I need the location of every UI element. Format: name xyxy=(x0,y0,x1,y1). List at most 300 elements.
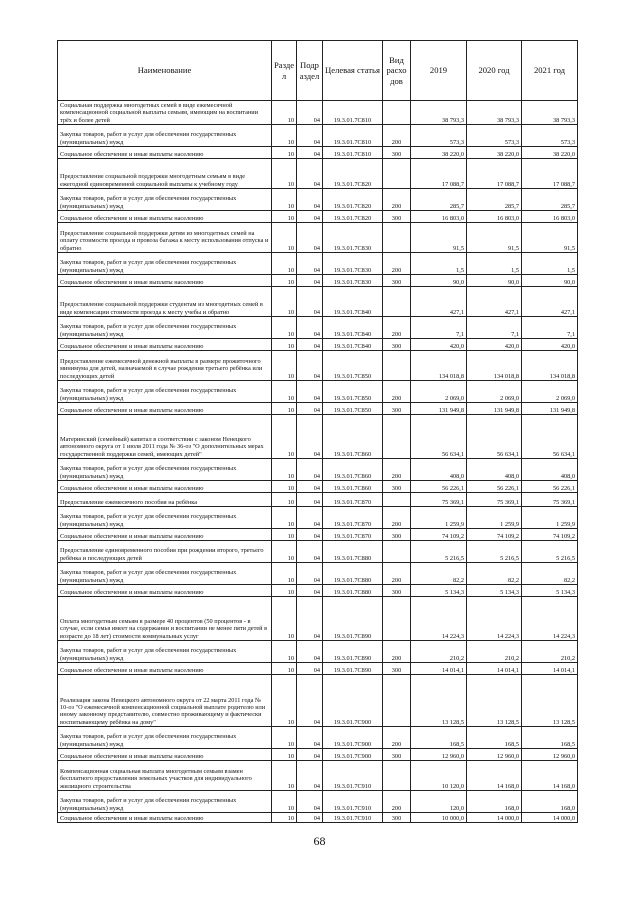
row-expense-type: 200 xyxy=(383,727,411,749)
row-expense-type: 200 xyxy=(383,641,411,663)
row-razdel: 10 xyxy=(272,189,297,211)
row-podrazdel: 04 xyxy=(297,317,323,339)
row-podrazdel: 04 xyxy=(297,253,323,275)
row-expense-type xyxy=(383,223,411,253)
row-target-article: 19.3.01.7С910 xyxy=(323,761,383,791)
row-expense-type xyxy=(383,493,411,507)
row-target-article: 19.3.01.7С860 xyxy=(323,415,383,459)
row-name: Закупка товаров, работ и услуг для обеспечения государственных (муниципальных) нужд xyxy=(58,125,272,147)
row-podrazdel: 04 xyxy=(297,459,323,481)
table-row xyxy=(58,459,578,481)
row-razdel: 10 xyxy=(272,597,297,641)
row-target-article: 19.3.01.7С910 xyxy=(323,813,383,823)
row-name: Оплата многодетным семьям в размере 40 процентов (50 процентов - в случае, если семья имеет на содержании и воспитании не менее пяти детей в возрасте до 18 лет) стоимости коммунальных услуг xyxy=(58,597,272,641)
table-row xyxy=(58,791,578,813)
row-expense-type: 300 xyxy=(383,211,411,223)
row-razdel: 10 xyxy=(272,507,297,529)
row-expense-type: 300 xyxy=(383,481,411,493)
row-name: Социальное обеспечение и иные выплаты населению xyxy=(58,403,272,415)
row-podrazdel: 04 xyxy=(297,585,323,597)
row-podrazdel: 04 xyxy=(297,101,323,125)
row-value-2021: 134 018,8 xyxy=(522,351,578,381)
row-expense-type: 300 xyxy=(383,403,411,415)
row-podrazdel: 04 xyxy=(297,381,323,403)
row-value-2021: 17 088,7 xyxy=(522,159,578,189)
header-razdel: Разде л xyxy=(272,41,297,101)
row-target-article: 19.3.01.7С890 xyxy=(323,597,383,641)
row-value-2020: 82,2 xyxy=(467,563,522,585)
row-value-2020: 5 134,3 xyxy=(467,585,522,597)
table-row xyxy=(58,403,578,415)
row-expense-type: 300 xyxy=(383,529,411,541)
row-razdel: 10 xyxy=(272,641,297,663)
row-value-2020: 17 088,7 xyxy=(467,159,522,189)
row-expense-type: 300 xyxy=(383,749,411,761)
table-row xyxy=(58,317,578,339)
row-target-article: 19.3.01.7С890 xyxy=(323,663,383,675)
table-row xyxy=(58,189,578,211)
row-name: Социальная поддержка многодетных семей в виде ежемесячной компенсационной социальной выплаты семьям, имеющим на воспитании трёх и более детей xyxy=(58,101,272,125)
row-expense-type xyxy=(383,101,411,125)
header-podrazdel: Подр аздел xyxy=(297,41,323,101)
row-value-2019: 7,1 xyxy=(411,317,467,339)
row-target-article: 19.3.01.7С850 xyxy=(323,381,383,403)
row-podrazdel: 04 xyxy=(297,641,323,663)
row-value-2020: 134 018,8 xyxy=(467,351,522,381)
row-podrazdel: 04 xyxy=(297,791,323,813)
row-razdel: 10 xyxy=(272,275,297,287)
row-podrazdel: 04 xyxy=(297,493,323,507)
row-razdel: 10 xyxy=(272,727,297,749)
row-target-article: 19.3.01.7С880 xyxy=(323,585,383,597)
row-value-2019: 5 216,5 xyxy=(411,541,467,563)
row-name: Закупка товаров, работ и услуг для обеспечения государственных (муниципальных) нужд xyxy=(58,791,272,813)
row-target-article: 19.3.01.7С880 xyxy=(323,541,383,563)
row-razdel: 10 xyxy=(272,459,297,481)
row-value-2021: 14 014,1 xyxy=(522,663,578,675)
row-name: Социальное обеспечение и иные выплаты населению xyxy=(58,147,272,159)
row-expense-type: 300 xyxy=(383,147,411,159)
row-value-2019: 427,1 xyxy=(411,287,467,317)
table-row xyxy=(58,727,578,749)
row-value-2020: 210,2 xyxy=(467,641,522,663)
row-podrazdel: 04 xyxy=(297,749,323,761)
row-razdel: 10 xyxy=(272,663,297,675)
row-target-article: 19.3.01.7С880 xyxy=(323,563,383,585)
header-expense-type: Вид расхо дов xyxy=(383,41,411,101)
row-value-2019: 14 224,3 xyxy=(411,597,467,641)
row-razdel: 10 xyxy=(272,481,297,493)
row-expense-type xyxy=(383,287,411,317)
row-value-2019: 408,0 xyxy=(411,459,467,481)
row-razdel: 10 xyxy=(272,403,297,415)
row-target-article: 19.3.01.7С890 xyxy=(323,641,383,663)
table-row xyxy=(58,641,578,663)
row-expense-type xyxy=(383,597,411,641)
row-razdel: 10 xyxy=(272,125,297,147)
row-podrazdel: 04 xyxy=(297,507,323,529)
header-2020: 2020 год xyxy=(467,41,522,101)
row-target-article: 19.3.01.7С900 xyxy=(323,675,383,727)
row-value-2021: 56 226,1 xyxy=(522,481,578,493)
row-expense-type: 300 xyxy=(383,585,411,597)
row-name: Социальное обеспечение и иные выплаты населению xyxy=(58,813,272,823)
row-value-2019: 74 109,2 xyxy=(411,529,467,541)
table-row xyxy=(58,675,578,727)
row-razdel: 10 xyxy=(272,813,297,823)
row-podrazdel: 04 xyxy=(297,529,323,541)
row-podrazdel: 04 xyxy=(297,159,323,189)
table-row xyxy=(58,415,578,459)
row-value-2019: 573,3 xyxy=(411,125,467,147)
table-row xyxy=(58,223,578,253)
row-name: Закупка товаров, работ и услуг для обеспечения государственных (муниципальных) нужд xyxy=(58,189,272,211)
row-name: Компенсационная социальная выплата многодетным семьям взамен бесплатного предоставления земельных участков для индивидуального жилищного строительства xyxy=(58,761,272,791)
row-value-2019: 56 634,1 xyxy=(411,415,467,459)
row-target-article: 19.3.01.7С820 xyxy=(323,189,383,211)
row-value-2020: 16 803,0 xyxy=(467,211,522,223)
row-expense-type: 200 xyxy=(383,381,411,403)
row-target-article: 19.3.01.7С840 xyxy=(323,287,383,317)
row-podrazdel: 04 xyxy=(297,675,323,727)
row-value-2020: 1,5 xyxy=(467,253,522,275)
row-razdel: 10 xyxy=(272,253,297,275)
row-expense-type xyxy=(383,415,411,459)
row-razdel: 10 xyxy=(272,223,297,253)
row-target-article: 19.3.01.7С870 xyxy=(323,507,383,529)
row-value-2019: 5 134,3 xyxy=(411,585,467,597)
row-name: Социальное обеспечение и иные выплаты населению xyxy=(58,339,272,351)
row-razdel: 10 xyxy=(272,791,297,813)
page-number: 68 xyxy=(313,834,326,848)
row-target-article: 19.3.01.7С870 xyxy=(323,493,383,507)
row-value-2019: 13 128,5 xyxy=(411,675,467,727)
row-target-article: 19.3.01.7С830 xyxy=(323,253,383,275)
row-value-2019: 131 949,8 xyxy=(411,403,467,415)
row-value-2019: 1,5 xyxy=(411,253,467,275)
row-name: Закупка товаров, работ и услуг для обеспечения государственных (муниципальных) нужд xyxy=(58,381,272,403)
row-value-2021: 131 949,8 xyxy=(522,403,578,415)
row-target-article: 19.3.01.7С830 xyxy=(323,223,383,253)
row-name: Социальное обеспечение и иные выплаты населению xyxy=(58,275,272,287)
row-expense-type xyxy=(383,541,411,563)
row-razdel: 10 xyxy=(272,675,297,727)
row-expense-type: 300 xyxy=(383,275,411,287)
row-target-article: 19.3.01.7С810 xyxy=(323,125,383,147)
row-value-2020: 14 000,0 xyxy=(467,813,522,823)
row-razdel: 10 xyxy=(272,749,297,761)
row-expense-type: 200 xyxy=(383,125,411,147)
row-expense-type: 200 xyxy=(383,563,411,585)
row-podrazdel: 04 xyxy=(297,415,323,459)
row-target-article: 19.3.01.7С900 xyxy=(323,727,383,749)
row-name: Предоставление социальной поддержки многодетным семьям в виде ежегодной единовременной социальной выплаты к учебному году xyxy=(58,159,272,189)
row-razdel: 10 xyxy=(272,761,297,791)
table-row xyxy=(58,481,578,493)
row-value-2020: 56 226,1 xyxy=(467,481,522,493)
row-value-2021: 38 220,0 xyxy=(522,147,578,159)
row-value-2021: 90,0 xyxy=(522,275,578,287)
row-value-2021: 168,0 xyxy=(522,791,578,813)
row-name: Социальное обеспечение и иные выплаты населению xyxy=(58,663,272,675)
header-2019: 2019 xyxy=(411,41,467,101)
row-name: Закупка товаров, работ и услуг для обеспечения государственных (муниципальных) нужд xyxy=(58,727,272,749)
row-value-2021: 5 134,3 xyxy=(522,585,578,597)
row-value-2019: 38 793,3 xyxy=(411,101,467,125)
budget-table xyxy=(57,40,578,823)
row-expense-type: 200 xyxy=(383,317,411,339)
row-value-2019: 210,2 xyxy=(411,641,467,663)
row-value-2021: 2 069,0 xyxy=(522,381,578,403)
row-value-2019: 38 220,0 xyxy=(411,147,467,159)
row-value-2021: 12 960,0 xyxy=(522,749,578,761)
row-podrazdel: 04 xyxy=(297,403,323,415)
table-body xyxy=(58,101,578,823)
row-value-2020: 12 960,0 xyxy=(467,749,522,761)
row-value-2020: 38 220,0 xyxy=(467,147,522,159)
row-value-2019: 10 000,0 xyxy=(411,813,467,823)
row-value-2019: 17 088,7 xyxy=(411,159,467,189)
row-name: Предоставление ежемесячного пособия на ребёнка xyxy=(58,493,272,507)
row-name: Социальное обеспечение и иные выплаты населению xyxy=(58,211,272,223)
row-expense-type xyxy=(383,761,411,791)
row-podrazdel: 04 xyxy=(297,597,323,641)
header-target-article: Целевая статья xyxy=(323,41,383,101)
header-2021: 2021 год xyxy=(522,41,578,101)
row-podrazdel: 04 xyxy=(297,481,323,493)
table-row xyxy=(58,663,578,675)
table-row xyxy=(58,761,578,791)
row-value-2020: 75 369,1 xyxy=(467,493,522,507)
row-expense-type: 300 xyxy=(383,813,411,823)
row-value-2021: 14 000,0 xyxy=(522,813,578,823)
table-row xyxy=(58,541,578,563)
row-value-2020: 38 793,3 xyxy=(467,101,522,125)
row-expense-type: 200 xyxy=(383,189,411,211)
row-podrazdel: 04 xyxy=(297,339,323,351)
row-name: Закупка товаров, работ и услуг для обеспечения государственных (муниципальных) нужд xyxy=(58,253,272,275)
row-expense-type xyxy=(383,675,411,727)
table-row xyxy=(58,253,578,275)
row-value-2021: 427,1 xyxy=(522,287,578,317)
row-value-2020: 427,1 xyxy=(467,287,522,317)
row-target-article: 19.3.01.7С840 xyxy=(323,339,383,351)
row-name: Реализация закона Ненецкого автономного округа от 22 марта 2011 года № 10-оз "О ежемесячной компенсационной социальной выплате родителю или иному законному представителю, совместно проживающему и фактически воспитывающему ребёнка на дому" xyxy=(58,675,272,727)
row-value-2021: 14 224,3 xyxy=(522,597,578,641)
row-value-2019: 14 014,1 xyxy=(411,663,467,675)
row-razdel: 10 xyxy=(272,563,297,585)
row-value-2019: 82,2 xyxy=(411,563,467,585)
row-value-2020: 420,0 xyxy=(467,339,522,351)
table-row xyxy=(58,597,578,641)
row-podrazdel: 04 xyxy=(297,287,323,317)
row-value-2021: 91,5 xyxy=(522,223,578,253)
row-podrazdel: 04 xyxy=(297,813,323,823)
row-value-2019: 90,0 xyxy=(411,275,467,287)
row-value-2021: 75 369,1 xyxy=(522,493,578,507)
table-row xyxy=(58,749,578,761)
row-podrazdel: 04 xyxy=(297,761,323,791)
row-value-2021: 82,2 xyxy=(522,563,578,585)
row-value-2019: 120,0 xyxy=(411,791,467,813)
row-target-article: 19.3.01.7С860 xyxy=(323,481,383,493)
row-name: Закупка товаров, работ и услуг для обеспечения государственных (муниципальных) нужд xyxy=(58,459,272,481)
table-row xyxy=(58,507,578,529)
row-razdel: 10 xyxy=(272,101,297,125)
row-value-2021: 408,0 xyxy=(522,459,578,481)
row-value-2019: 2 069,0 xyxy=(411,381,467,403)
row-value-2019: 16 803,0 xyxy=(411,211,467,223)
table-row xyxy=(58,351,578,381)
row-target-article: 19.3.01.7С850 xyxy=(323,403,383,415)
row-value-2021: 14 168,0 xyxy=(522,761,578,791)
table-row xyxy=(58,813,578,823)
row-value-2021: 573,3 xyxy=(522,125,578,147)
row-value-2021: 7,1 xyxy=(522,317,578,339)
row-value-2020: 285,7 xyxy=(467,189,522,211)
row-value-2019: 75 369,1 xyxy=(411,493,467,507)
row-value-2019: 168,5 xyxy=(411,727,467,749)
row-value-2021: 74 109,2 xyxy=(522,529,578,541)
row-value-2020: 14 168,0 xyxy=(467,761,522,791)
table-header-row xyxy=(58,41,578,101)
row-razdel: 10 xyxy=(272,339,297,351)
table-row xyxy=(58,493,578,507)
row-razdel: 10 xyxy=(272,351,297,381)
row-target-article: 19.3.01.7С830 xyxy=(323,275,383,287)
row-expense-type: 200 xyxy=(383,791,411,813)
row-podrazdel: 04 xyxy=(297,351,323,381)
row-value-2021: 1 259,9 xyxy=(522,507,578,529)
table-row xyxy=(58,211,578,223)
row-value-2020: 131 949,8 xyxy=(467,403,522,415)
table-row xyxy=(58,101,578,125)
row-value-2020: 7,1 xyxy=(467,317,522,339)
row-name: Материнский (семейный) капитал в соответствии с законом Ненецкого автономного округа от 1 июля 2011 года № 36-оз "О дополнительных мерах государственной поддержки семей, имеющих детей" xyxy=(58,415,272,459)
row-razdel: 10 xyxy=(272,415,297,459)
table-row xyxy=(58,147,578,159)
row-expense-type: 200 xyxy=(383,459,411,481)
row-razdel: 10 xyxy=(272,317,297,339)
row-value-2020: 5 216,5 xyxy=(467,541,522,563)
row-target-article: 19.3.01.7С870 xyxy=(323,529,383,541)
row-name: Социальное обеспечение и иные выплаты населению xyxy=(58,529,272,541)
row-value-2019: 12 960,0 xyxy=(411,749,467,761)
row-value-2021: 5 216,5 xyxy=(522,541,578,563)
row-value-2020: 573,3 xyxy=(467,125,522,147)
row-target-article: 19.3.01.7С900 xyxy=(323,749,383,761)
row-expense-type xyxy=(383,159,411,189)
row-razdel: 10 xyxy=(272,287,297,317)
row-value-2019: 1 259,9 xyxy=(411,507,467,529)
row-value-2019: 285,7 xyxy=(411,189,467,211)
row-razdel: 10 xyxy=(272,147,297,159)
budget-table-sheet xyxy=(57,40,577,823)
row-name: Предоставление социальной поддержки студентам из многодетных семей в виде компенсации стоимости проезда к месту учебы и обратно xyxy=(58,287,272,317)
row-value-2020: 90,0 xyxy=(467,275,522,287)
row-podrazdel: 04 xyxy=(297,189,323,211)
row-podrazdel: 04 xyxy=(297,125,323,147)
row-name: Социальное обеспечение и иные выплаты населению xyxy=(58,481,272,493)
row-value-2021: 420,0 xyxy=(522,339,578,351)
row-target-article: 19.3.01.7С850 xyxy=(323,351,383,381)
row-value-2019: 91,5 xyxy=(411,223,467,253)
row-name: Закупка товаров, работ и услуг для обеспечения государственных (муниципальных) нужд xyxy=(58,563,272,585)
row-value-2020: 14 014,1 xyxy=(467,663,522,675)
row-podrazdel: 04 xyxy=(297,563,323,585)
row-target-article: 19.3.01.7С820 xyxy=(323,211,383,223)
row-name: Предоставление социальной поддержки детям из многодетных семей на оплату стоимости проезда и провоза багажа к месту использования отпуска и обратно xyxy=(58,223,272,253)
table-row xyxy=(58,585,578,597)
row-razdel: 10 xyxy=(272,381,297,403)
row-podrazdel: 04 xyxy=(297,275,323,287)
row-value-2021: 168,5 xyxy=(522,727,578,749)
row-value-2020: 2 069,0 xyxy=(467,381,522,403)
row-name: Социальное обеспечение и иные выплаты населению xyxy=(58,585,272,597)
row-value-2021: 56 634,1 xyxy=(522,415,578,459)
row-razdel: 10 xyxy=(272,529,297,541)
row-target-article: 19.3.01.7С810 xyxy=(323,101,383,125)
row-name: Предоставление ежемесячной денежной выплаты в размере прожиточного минимума для детей, назначаемой в случае рождения третьего ребёнка или последующих детей xyxy=(58,351,272,381)
row-target-article: 19.3.01.7С840 xyxy=(323,317,383,339)
row-target-article: 19.3.01.7С860 xyxy=(323,459,383,481)
row-target-article: 19.3.01.7С910 xyxy=(323,791,383,813)
row-expense-type xyxy=(383,351,411,381)
table-row xyxy=(58,159,578,189)
row-value-2021: 1,5 xyxy=(522,253,578,275)
row-expense-type: 300 xyxy=(383,663,411,675)
row-value-2020: 74 109,2 xyxy=(467,529,522,541)
row-value-2020: 91,5 xyxy=(467,223,522,253)
row-podrazdel: 04 xyxy=(297,541,323,563)
row-target-article: 19.3.01.7С820 xyxy=(323,159,383,189)
row-razdel: 10 xyxy=(272,211,297,223)
row-value-2021: 285,7 xyxy=(522,189,578,211)
table-row xyxy=(58,563,578,585)
row-value-2020: 408,0 xyxy=(467,459,522,481)
table-row xyxy=(58,529,578,541)
table-row xyxy=(58,287,578,317)
row-value-2021: 210,2 xyxy=(522,641,578,663)
row-razdel: 10 xyxy=(272,585,297,597)
row-value-2020: 168,5 xyxy=(467,727,522,749)
header-name: Наименование xyxy=(58,41,272,101)
table-row xyxy=(58,125,578,147)
row-value-2020: 56 634,1 xyxy=(467,415,522,459)
table-row xyxy=(58,381,578,403)
row-value-2021: 16 803,0 xyxy=(522,211,578,223)
row-value-2019: 134 018,8 xyxy=(411,351,467,381)
row-name: Закупка товаров, работ и услуг для обеспечения государственных (муниципальных) нужд xyxy=(58,641,272,663)
row-podrazdel: 04 xyxy=(297,147,323,159)
row-expense-type: 300 xyxy=(383,339,411,351)
row-name: Закупка товаров, работ и услуг для обеспечения государственных (муниципальных) нужд xyxy=(58,317,272,339)
row-value-2020: 168,0 xyxy=(467,791,522,813)
row-expense-type: 200 xyxy=(383,507,411,529)
row-value-2019: 10 120,0 xyxy=(411,761,467,791)
row-expense-type: 200 xyxy=(383,253,411,275)
row-target-article: 19.3.01.7С810 xyxy=(323,147,383,159)
row-podrazdel: 04 xyxy=(297,223,323,253)
row-value-2020: 1 259,9 xyxy=(467,507,522,529)
row-razdel: 10 xyxy=(272,493,297,507)
row-podrazdel: 04 xyxy=(297,727,323,749)
row-podrazdel: 04 xyxy=(297,211,323,223)
row-name: Социальное обеспечение и иные выплаты населению xyxy=(58,749,272,761)
row-name: Предоставление единовременного пособия при рождении второго, третьего ребёнка и последующих детей xyxy=(58,541,272,563)
row-value-2021: 38 793,3 xyxy=(522,101,578,125)
row-podrazdel: 04 xyxy=(297,663,323,675)
